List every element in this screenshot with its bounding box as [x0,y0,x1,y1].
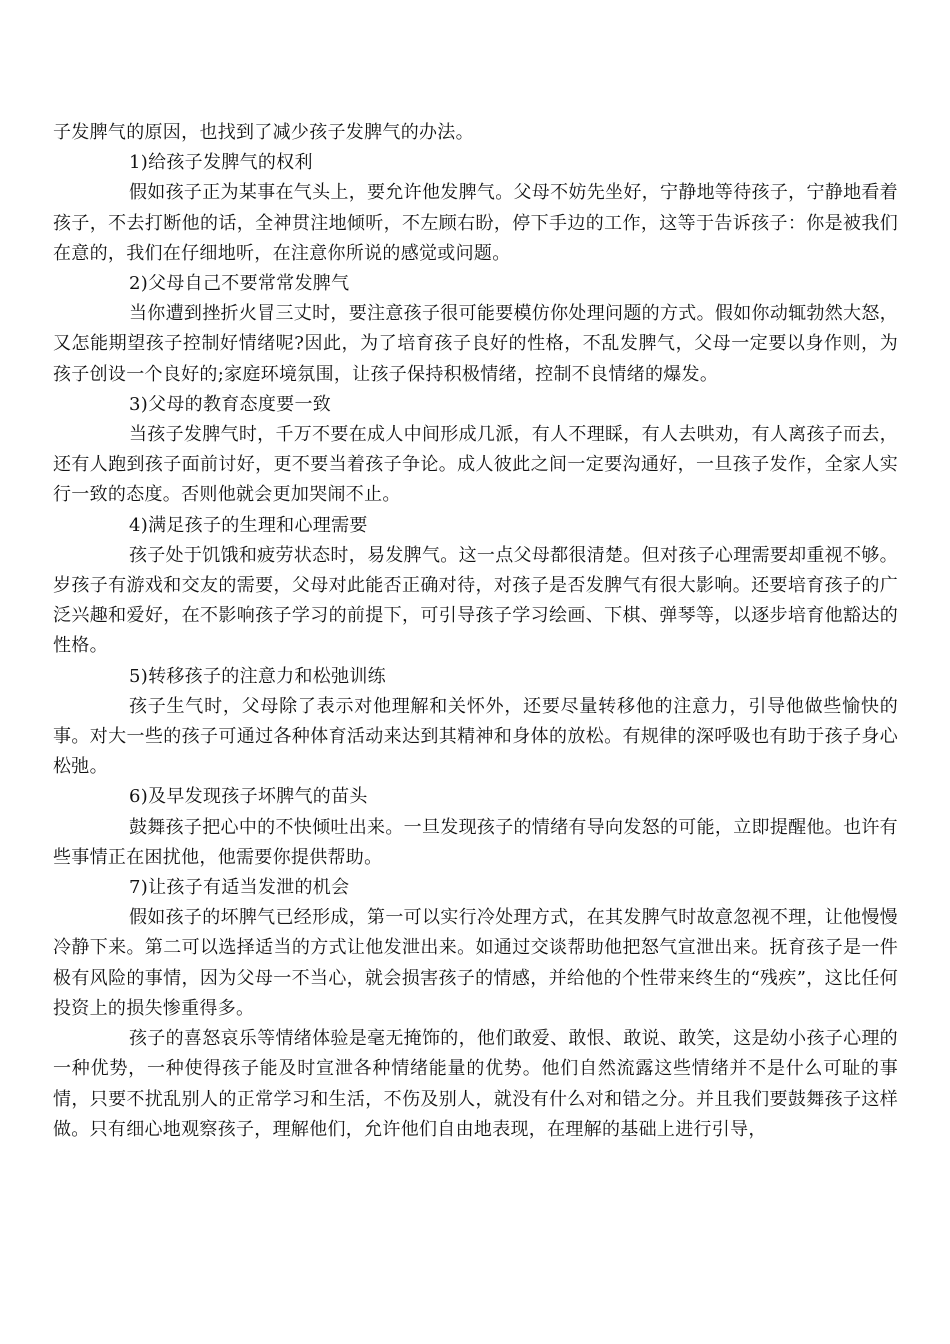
paragraph-3: 当孩子发脾气时，千万不要在成人中间形成几派，有人不理睬，有人去哄劝，有人离孩子而去，还有人跑到孩子面前讨好，更不要当着孩子争论。成人彼此之间一定要沟通好，一旦孩子发作，全家人实行一致的态度。否则他就会更加哭闹不止。 [53,424,898,506]
document-body [53,118,898,1145]
section-heading-4: 4)满足孩子的生理和心理需要 [129,514,368,536]
section-heading-1: 1)给孩子发脾气的权利 [129,152,313,174]
section-heading-2: 2)父母自己不要常常发脾气 [129,273,350,295]
section-heading-7: 7)让孩子有适当发泄的机会 [129,877,350,899]
paragraph-8: 孩子的喜怒哀乐等情绪体验是毫无掩饰的，他们敢爱、敢恨、敢说、敢笑，这是幼小孩子心理的一种优势，一种使得孩子能及时宣泄各种情绪能量的优势。他们自然流露这些情绪并不是什么可耻的事情，只要不扰乱别人的正常学习和生活，不伤及别人，就没有什么对和错之分。并且我们要鼓舞孩子这样做。只有细心地观察孩子，理解他们，允许他们自由地表现，在理解的基础上进行引导， [53,1028,898,1140]
paragraph-7: 假如孩子的坏脾气已经形成，第一可以实行冷处理方式，在其发脾气时故意忽视不理，让他慢慢冷静下来。第二可以选择适当的方式让他发泄出来。如通过交谈帮助他把怒气宣泄出来。抚育孩子是一件极有风险的事情，因为父母一不当心，就会损害孩子的情感，并给他的个性带来终生的“残疾”，这比任何投资上的损失惨重得多。 [53,907,898,1019]
paragraph-intro: 子发脾气的原因，也找到了减少孩子发脾气的办法。 [53,122,474,143]
paragraph-1: 假如孩子正为某事在气头上，要允许他发脾气。父母不妨先坐好，宁静地等待孩子，宁静地看着孩子，不去打断他的话，全神贯注地倾听，不左顾右盼，停下手边的工作，这等于告诉孩子：你是被我们在意的，我们在仔细地听，在注意你所说的感觉或问题。 [53,182,898,264]
paragraph-5: 孩子生气时，父母除了表示对他理解和关怀外，还要尽量转移他的注意力，引导他做些愉快的事。对大一些的孩子可通过各种体育活动来达到其精神和身体的放松。有规律的深呼吸也有助于孩子身心松弛。 [53,695,898,778]
section-heading-6: 6)及早发现孩子坏脾气的苗头 [129,786,368,808]
section-heading-3: 3)父母的教育态度要一致 [129,393,332,415]
paragraph-2: 当你遭到挫折火冒三丈时，要注意孩子很可能要模仿你处理问题的方式。假如你动辄勃然大怒，又怎能期望孩子控制好情绪呢?因此，为了培育孩子良好的性格，不乱发脾气，父母一定要以身作则，为孩子创设一个良好的;家庭环境氛围，让孩子保持积极情绪，控制不良情绪的爆发。 [53,303,898,385]
paragraph-4: 孩子处于饥饿和疲劳状态时，易发脾气。这一点父母都很清楚。但对孩子心理需要却重视不够。岁孩子有游戏和交友的需要，父母对此能否正确对待，对孩子是否发脾气有很大影响。还要培育孩子的广泛兴趣和爱好，在不影响孩子学习的前提下，可引导孩子学习绘画、下棋、弹琴等，以逐步培育他豁达的性格。 [53,544,898,657]
paragraph-6: 鼓舞孩子把心中的不快倾吐出来。一旦发现孩子的情绪有导向发怒的可能，立即提醒他。也许有些事情正在困扰他，他需要你提供帮助。 [53,816,898,868]
section-heading-5: 5)转移孩子的注意力和松弛训练 [129,665,386,687]
